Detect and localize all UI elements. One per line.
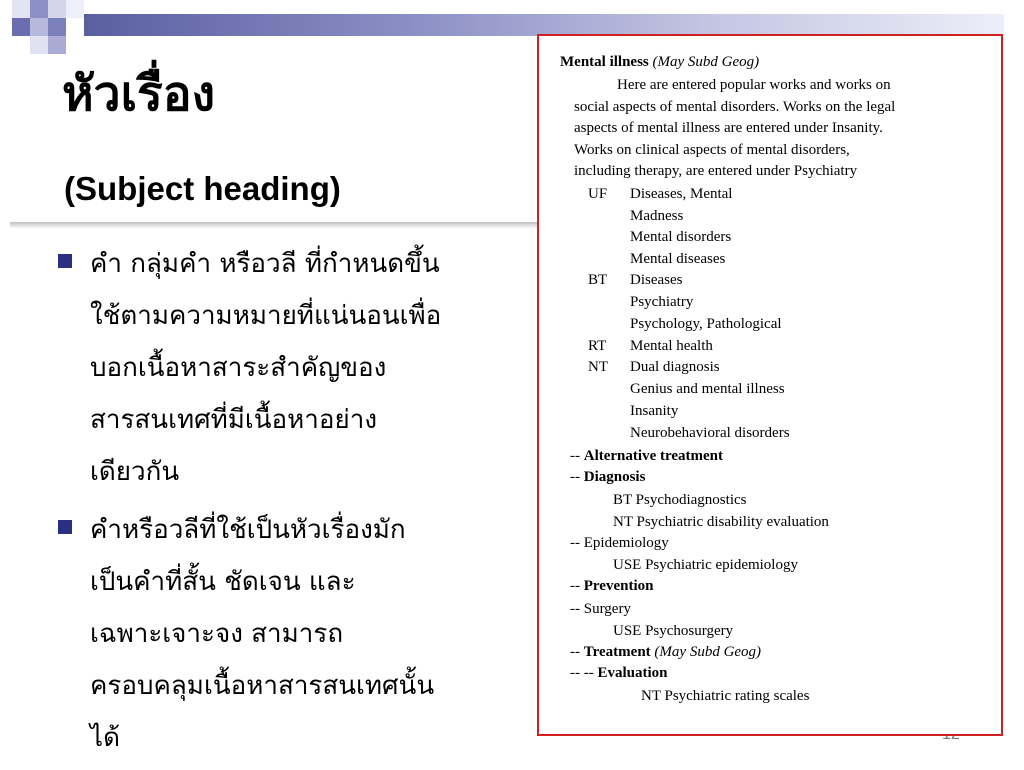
scope-note-line: Here are entered popular works and works on	[617, 77, 891, 93]
decor-square	[48, 0, 66, 18]
slide-subtitle: (Subject heading)	[64, 170, 341, 207]
subdivision-ref: USE Psychosurgery	[613, 623, 734, 639]
subdivision-prefix: --	[570, 578, 580, 594]
subdivision-note: (May Subd Geog)	[654, 644, 762, 660]
nt-term: Dual diagnosis	[630, 359, 720, 375]
uf-term: Madness	[630, 208, 684, 224]
uf-label: UF	[588, 186, 608, 202]
bullet-text	[90, 504, 508, 764]
nt-term: Insanity	[630, 403, 679, 419]
bullet-item	[58, 504, 508, 764]
subdivision-line: -- Epidemiology	[570, 535, 669, 551]
decor-square	[30, 36, 48, 54]
bullet-line: เฉพาะเจาะจง สามารถ	[90, 619, 344, 649]
card-heading-line	[560, 54, 759, 71]
uf-term: Mental diseases	[630, 251, 726, 267]
slide-title: หัวเรื่อง	[62, 66, 216, 122]
nt-term: Genius and mental illness	[630, 381, 785, 397]
subdivision-prefix: --	[570, 448, 580, 464]
card-heading: Mental illness	[560, 54, 649, 70]
subdivision-prefix: --	[570, 469, 580, 485]
subdivision-line	[570, 665, 668, 682]
decor-square	[48, 36, 66, 54]
card-heading-note: (May Subd Geog)	[652, 54, 760, 70]
subdivision-prefix: --	[570, 644, 580, 660]
subdivision-ref: BT Psychodiagnostics	[613, 492, 747, 508]
bullet-line: คำหรือวลีที่ใช้เป็นหัวเรื่องมัก	[90, 515, 406, 545]
subdivision-ref: USE Psychiatric epidemiology	[613, 557, 798, 573]
header-bar	[84, 14, 1004, 36]
rt-label: RT	[588, 338, 607, 354]
bullet-line: คำ กลุ่มคำ หรือวลี ที่กำหนดขึ้น	[90, 249, 440, 279]
bt-term: Psychology, Pathological	[630, 316, 782, 332]
subdivision-line	[570, 469, 645, 486]
bullet-line: สารสนเทศที่มีเนื้อหาอย่าง	[90, 405, 378, 435]
scope-note-line: Works on clinical aspects of mental disorders,	[574, 142, 850, 158]
bullet-list	[58, 238, 508, 770]
bullet-line: บอกเนื้อหาสาระสำคัญของ	[90, 353, 387, 383]
bt-term: Diseases	[630, 272, 683, 288]
uf-term: Mental disorders	[630, 229, 732, 245]
subdivision-term: Treatment	[583, 644, 651, 660]
subdivision-line	[570, 578, 653, 595]
decor-square	[30, 0, 48, 18]
bullet-line: ครอบคลุมเนื้อหาสารสนเทศนั้น	[90, 671, 435, 701]
title-divider	[10, 222, 538, 229]
subdivision-ref: NT Psychiatric disability evaluation	[613, 514, 829, 530]
scope-note-line: aspects of mental illness are entered under Insanity.	[574, 120, 883, 136]
decor-square	[66, 0, 84, 18]
subdivision-line	[570, 448, 723, 465]
decor-square	[12, 18, 30, 36]
subdivision-term: Diagnosis	[583, 469, 646, 485]
bt-label: BT	[588, 272, 608, 288]
uf-term: Diseases, Mental	[630, 186, 733, 202]
decor-square	[12, 0, 30, 18]
nt-term: Neurobehavioral disorders	[630, 425, 790, 441]
decor-square	[48, 18, 66, 36]
bt-term: Psychiatry	[630, 294, 694, 310]
subdivision-prefix: -- --	[570, 665, 594, 681]
decor-square	[30, 18, 48, 36]
scope-note-line: social aspects of mental disorders. Works on the legal	[574, 99, 896, 115]
subdivision-line: -- Surgery	[570, 601, 631, 617]
scope-note-line: including therapy, are entered under Psychiatry	[574, 163, 858, 179]
bullet-line: ได้	[90, 723, 120, 753]
subdivision-ref: NT Psychiatric rating scales	[641, 688, 810, 704]
bullet-square-icon	[58, 520, 72, 534]
subdivision-term: Alternative treatment	[583, 448, 723, 464]
bullet-line: เดียวกัน	[90, 457, 180, 487]
nt-label: NT	[588, 359, 608, 375]
bullet-square-icon	[58, 254, 72, 268]
subdivision-term: Prevention	[583, 578, 654, 594]
bullet-line: ใช้ตามความหมายที่แน่นอนเพื่อ	[90, 301, 442, 331]
bullet-text	[90, 238, 508, 498]
subdivision-line	[570, 644, 761, 661]
rt-term: Mental health	[630, 338, 713, 354]
subdivision-term: Evaluation	[597, 665, 668, 681]
bullet-item	[58, 238, 508, 498]
bullet-line: เป็นคำที่สั้น ชัดเจน และ	[90, 567, 356, 597]
